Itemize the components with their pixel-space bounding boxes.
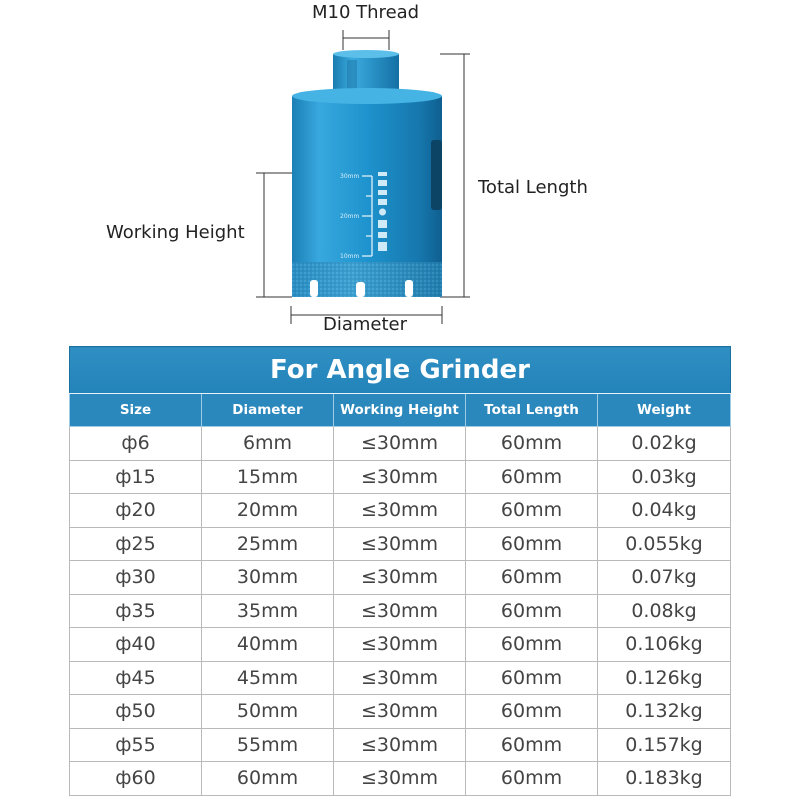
cell-total-length: 60mm [466,661,598,695]
cell-total-length: 60mm [466,494,598,528]
cell-working-height: ≤30mm [334,628,466,662]
cell-size: ф20 [70,494,202,528]
cell-weight: 0.08kg [598,594,731,628]
cell-weight: 0.04kg [598,494,731,528]
cell-size: ф35 [70,594,202,628]
cell-total-length: 60mm [466,628,598,662]
cell-size: ф60 [70,762,202,796]
cell-size: ф30 [70,561,202,595]
product-diagram [0,0,800,340]
cell-diameter: 55mm [202,728,334,762]
cell-size: ф6 [70,427,202,461]
cell-weight: 0.055kg [598,527,731,561]
table-row [70,728,731,762]
cell-weight: 0.106kg [598,628,731,662]
cell-diameter: 15mm [202,460,334,494]
cell-weight: 0.03kg [598,460,731,494]
core-body [292,88,442,262]
table-title: For Angle Grinder [70,347,731,394]
table-row [70,527,731,561]
cell-size: ф15 [70,460,202,494]
cell-working-height: ≤30mm [334,762,466,796]
spec-table [69,346,731,796]
cell-weight: 0.07kg [598,561,731,595]
header-diameter: Diameter [202,394,334,427]
cell-working-height: ≤30mm [334,561,466,595]
table-body [70,427,731,796]
header-working-height: Working Height [334,394,466,427]
cell-total-length: 60mm [466,728,598,762]
cell-working-height: ≤30mm [334,494,466,528]
table-row [70,561,731,595]
cell-diameter: 40mm [202,628,334,662]
table-row [70,594,731,628]
cell-weight: 0.157kg [598,728,731,762]
cell-working-height: ≤30mm [334,460,466,494]
header-total-length: Total Length [466,394,598,427]
cell-working-height: ≤30mm [334,427,466,461]
table-row [70,661,731,695]
table-row [70,695,731,729]
cell-weight: 0.126kg [598,661,731,695]
header-size: Size [70,394,202,427]
cell-working-height: ≤30mm [334,594,466,628]
core-bit-illustration [0,0,800,340]
header-weight: Weight [598,394,731,427]
cell-diameter: 60mm [202,762,334,796]
table-row [70,460,731,494]
cell-total-length: 60mm [466,762,598,796]
cell-size: ф45 [70,661,202,695]
cell-diameter: 45mm [202,661,334,695]
diameter-label: Diameter [323,314,408,335]
table-header-row [70,394,731,427]
thread-label: M10 Thread [312,2,420,23]
table-row [70,628,731,662]
cell-weight: 0.132kg [598,695,731,729]
cell-working-height: ≤30mm [334,661,466,695]
cell-size: ф55 [70,728,202,762]
table-row [70,762,731,796]
cell-weight: 0.183kg [598,762,731,796]
cell-diameter: 35mm [202,594,334,628]
cell-working-height: ≤30mm [334,695,466,729]
cell-total-length: 60mm [466,427,598,461]
total-length-label: Total Length [478,177,588,198]
cell-diameter: 30mm [202,561,334,595]
table-title-row [70,347,731,394]
cell-total-length: 60mm [466,594,598,628]
cell-size: ф50 [70,695,202,729]
cell-diameter: 20mm [202,494,334,528]
cell-diameter: 6mm [202,427,334,461]
cell-size: ф40 [70,628,202,662]
table-row [70,494,731,528]
cell-working-height: ≤30mm [334,728,466,762]
cell-weight: 0.02kg [598,427,731,461]
scale-mark-20: 20mm [340,213,360,220]
diamond-segments [292,262,442,297]
cell-diameter: 50mm [202,695,334,729]
working-height-label: Working Height [106,222,245,243]
cell-diameter: 25mm [202,527,334,561]
table-row [70,427,731,461]
scale-mark-30: 30mm [340,173,360,180]
scale-mark-10: 10mm [340,253,360,260]
cell-size: ф25 [70,527,202,561]
cell-working-height: ≤30mm [334,527,466,561]
cell-total-length: 60mm [466,527,598,561]
cell-total-length: 60mm [466,460,598,494]
cell-total-length: 60mm [466,695,598,729]
cell-total-length: 60mm [466,561,598,595]
